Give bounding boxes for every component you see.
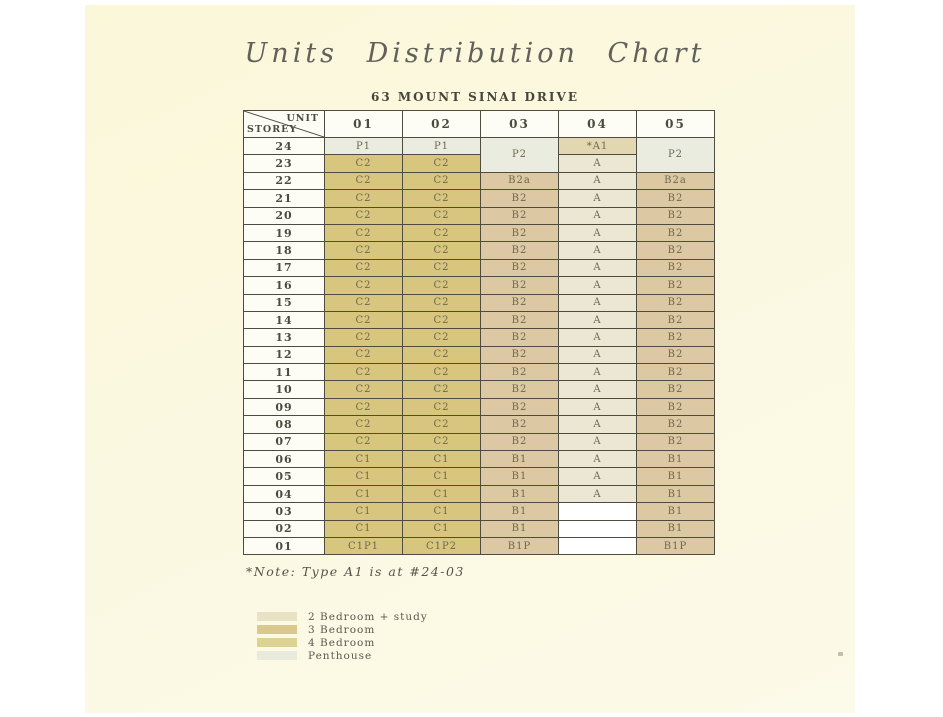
unit-cell: B1	[481, 503, 559, 520]
unit-cell: P2	[637, 138, 715, 173]
storey-cell: 05	[244, 468, 325, 485]
unit-cell: C2	[325, 311, 403, 328]
unit-cell: C2	[325, 224, 403, 241]
table-row	[244, 398, 715, 415]
legend-item	[257, 623, 428, 636]
unit-cell: P2	[481, 138, 559, 173]
header-row	[244, 111, 715, 138]
table-row	[244, 207, 715, 224]
column-header-02: 02	[403, 111, 481, 138]
unit-cell: C2	[403, 364, 481, 381]
unit-cell: C2	[325, 190, 403, 207]
unit-cell: C2	[325, 381, 403, 398]
unit-cell: B2	[481, 364, 559, 381]
unit-cell: B2	[637, 224, 715, 241]
table-row	[244, 277, 715, 294]
unit-cell: A	[559, 485, 637, 502]
table-row	[244, 242, 715, 259]
unit-cell: B2	[637, 259, 715, 276]
storey-cell: 15	[244, 294, 325, 311]
unit-cell: C2	[325, 294, 403, 311]
table-row	[244, 190, 715, 207]
unit-cell: A	[559, 207, 637, 224]
legend-item	[257, 610, 428, 623]
unit-cell: B1	[481, 451, 559, 468]
unit-cell: B2	[481, 381, 559, 398]
unit-cell: C2	[403, 242, 481, 259]
unit-cell: B2	[637, 416, 715, 433]
unit-cell: B2	[481, 294, 559, 311]
unit-cell: C2	[403, 207, 481, 224]
unit-cell: B2	[637, 364, 715, 381]
unit-cell: C2	[325, 242, 403, 259]
unit-cell: B2	[637, 381, 715, 398]
unit-cell: C1P1	[325, 537, 403, 554]
unit-cell: P1	[325, 138, 403, 155]
table-row	[244, 294, 715, 311]
unit-cell: A	[559, 468, 637, 485]
unit-cell: B2	[637, 294, 715, 311]
storey-cell: 24	[244, 138, 325, 155]
table-row	[244, 451, 715, 468]
storey-cell: 10	[244, 381, 325, 398]
unit-cell: C2	[325, 329, 403, 346]
unit-cell: C2	[403, 155, 481, 172]
table-row	[244, 381, 715, 398]
table-body	[244, 138, 715, 555]
unit-cell: C2	[403, 398, 481, 415]
column-header-01: 01	[325, 111, 403, 138]
unit-cell: B2	[481, 242, 559, 259]
table-row	[244, 364, 715, 381]
storey-cell: 18	[244, 242, 325, 259]
table-row	[244, 259, 715, 276]
column-header-03: 03	[481, 111, 559, 138]
unit-cell: B1	[637, 468, 715, 485]
unit-cell: B2	[637, 433, 715, 450]
unit-cell: B2a	[637, 172, 715, 189]
unit-cell: A	[559, 433, 637, 450]
unit-cell: B2	[481, 311, 559, 328]
table-row	[244, 311, 715, 328]
scan-artifact-speck	[838, 652, 843, 656]
unit-cell: C1	[403, 503, 481, 520]
storey-cell: 13	[244, 329, 325, 346]
unit-cell: C1	[403, 520, 481, 537]
unit-cell: C2	[403, 172, 481, 189]
storey-cell: 07	[244, 433, 325, 450]
unit-cell: A	[559, 155, 637, 172]
unit-cell: B1	[481, 468, 559, 485]
table-row	[244, 172, 715, 189]
unit-cell: C2	[325, 172, 403, 189]
unit-cell: C1	[325, 451, 403, 468]
unit-cell: B2	[637, 207, 715, 224]
table-row	[244, 468, 715, 485]
storey-cell: 22	[244, 172, 325, 189]
unit-cell: C2	[403, 259, 481, 276]
corner-storey-label: STOREY	[247, 124, 298, 135]
unit-cell: C2	[403, 416, 481, 433]
storey-cell: 12	[244, 346, 325, 363]
unit-cell: A	[559, 294, 637, 311]
unit-cell: B2	[481, 277, 559, 294]
unit-cell: C2	[325, 207, 403, 224]
unit-cell: C2	[403, 381, 481, 398]
corner-unit-label: UNIT	[286, 113, 319, 124]
unit-cell: B1	[637, 520, 715, 537]
unit-cell: P1	[403, 138, 481, 155]
unit-cell: C1	[403, 485, 481, 502]
unit-cell: A	[559, 451, 637, 468]
unit-cell: B2	[637, 242, 715, 259]
unit-cell: A	[559, 224, 637, 241]
storey-cell: 06	[244, 451, 325, 468]
unit-cell: C2	[325, 433, 403, 450]
unit-cell: B2a	[481, 172, 559, 189]
unit-cell: C1	[403, 468, 481, 485]
unit-cell: *A1	[559, 138, 637, 155]
storey-cell: 02	[244, 520, 325, 537]
storey-cell: 21	[244, 190, 325, 207]
table-row	[244, 433, 715, 450]
unit-cell: A	[559, 311, 637, 328]
legend-label: 4 Bedroom	[308, 636, 376, 649]
unit-cell: B2	[637, 190, 715, 207]
unit-cell	[559, 503, 637, 520]
unit-cell: B1	[637, 451, 715, 468]
unit-cell: B2	[637, 311, 715, 328]
storey-cell: 11	[244, 364, 325, 381]
storey-cell: 19	[244, 224, 325, 241]
legend-label: 2 Bedroom + study	[308, 610, 428, 623]
unit-cell: B2	[481, 329, 559, 346]
unit-cell: C2	[403, 433, 481, 450]
building-address-subtitle: 63 MOUNT SINAI DRIVE	[371, 90, 579, 104]
table-row	[244, 485, 715, 502]
unit-cell: B2	[637, 329, 715, 346]
unit-cell	[559, 520, 637, 537]
unit-cell: C1	[325, 520, 403, 537]
unit-cell: B1	[637, 485, 715, 502]
unit-cell: A	[559, 172, 637, 189]
unit-cell: A	[559, 242, 637, 259]
unit-cell: C2	[325, 277, 403, 294]
unit-cell: C1	[325, 503, 403, 520]
unit-cell: C2	[403, 311, 481, 328]
legend-item	[257, 649, 428, 662]
unit-cell: A	[559, 381, 637, 398]
unit-cell: C2	[325, 364, 403, 381]
unit-cell	[559, 537, 637, 554]
unit-cell: B2	[637, 277, 715, 294]
unit-cell: B2	[481, 259, 559, 276]
unit-cell: B2	[481, 346, 559, 363]
unit-cell: B2	[637, 346, 715, 363]
unit-cell: B2	[481, 224, 559, 241]
unit-cell: B2	[637, 398, 715, 415]
storey-cell: 14	[244, 311, 325, 328]
corner-cell	[244, 111, 325, 138]
legend-swatch	[257, 612, 297, 621]
unit-cell: A	[559, 277, 637, 294]
storey-cell: 20	[244, 207, 325, 224]
storey-cell: 01	[244, 537, 325, 554]
footnote: *Note: Type A1 is at #24-03	[246, 564, 465, 579]
unit-cell: A	[559, 329, 637, 346]
unit-cell: C2	[325, 155, 403, 172]
storey-cell: 04	[244, 485, 325, 502]
legend-item	[257, 636, 428, 649]
unit-cell: C2	[325, 398, 403, 415]
storey-cell: 08	[244, 416, 325, 433]
unit-cell: B2	[481, 190, 559, 207]
unit-cell: A	[559, 398, 637, 415]
unit-cell: C2	[403, 329, 481, 346]
storey-cell: 09	[244, 398, 325, 415]
unit-cell: B1P	[481, 537, 559, 554]
table-row	[244, 224, 715, 241]
unit-cell: B2	[481, 207, 559, 224]
column-header-05: 05	[637, 111, 715, 138]
unit-cell: C1	[325, 485, 403, 502]
unit-cell: B1	[637, 503, 715, 520]
unit-cell: C2	[325, 416, 403, 433]
legend-label: 3 Bedroom	[308, 623, 376, 636]
legend-swatch	[257, 638, 297, 647]
table-row	[244, 537, 715, 554]
unit-cell: C1	[325, 468, 403, 485]
unit-cell: B1P	[637, 537, 715, 554]
unit-cell: B2	[481, 398, 559, 415]
table-row	[244, 416, 715, 433]
unit-cell: B1	[481, 520, 559, 537]
table-row	[244, 503, 715, 520]
unit-cell: C1	[403, 451, 481, 468]
page-title: Units Distribution Chart	[244, 38, 706, 69]
unit-cell: B2	[481, 416, 559, 433]
unit-cell: A	[559, 364, 637, 381]
legend	[257, 610, 428, 662]
storey-cell: 16	[244, 277, 325, 294]
unit-cell: A	[559, 416, 637, 433]
table-row	[244, 329, 715, 346]
table-row	[244, 520, 715, 537]
legend-swatch	[257, 651, 297, 660]
table-row	[244, 138, 715, 155]
legend-label: Penthouse	[308, 649, 373, 662]
unit-cell: C2	[403, 190, 481, 207]
table-row	[244, 346, 715, 363]
unit-cell: C2	[403, 294, 481, 311]
storey-cell: 03	[244, 503, 325, 520]
unit-cell: B2	[481, 433, 559, 450]
unit-cell: C2	[403, 346, 481, 363]
unit-cell: A	[559, 346, 637, 363]
column-header-04: 04	[559, 111, 637, 138]
storey-cell: 23	[244, 155, 325, 172]
unit-cell: B1	[481, 485, 559, 502]
unit-cell: C2	[403, 277, 481, 294]
legend-swatch	[257, 625, 297, 634]
unit-cell: C2	[325, 259, 403, 276]
unit-cell: C2	[325, 346, 403, 363]
storey-cell: 17	[244, 259, 325, 276]
unit-cell: A	[559, 259, 637, 276]
unit-cell: C2	[403, 224, 481, 241]
unit-cell: A	[559, 190, 637, 207]
unit-cell: C1P2	[403, 537, 481, 554]
units-distribution-table	[243, 110, 715, 555]
